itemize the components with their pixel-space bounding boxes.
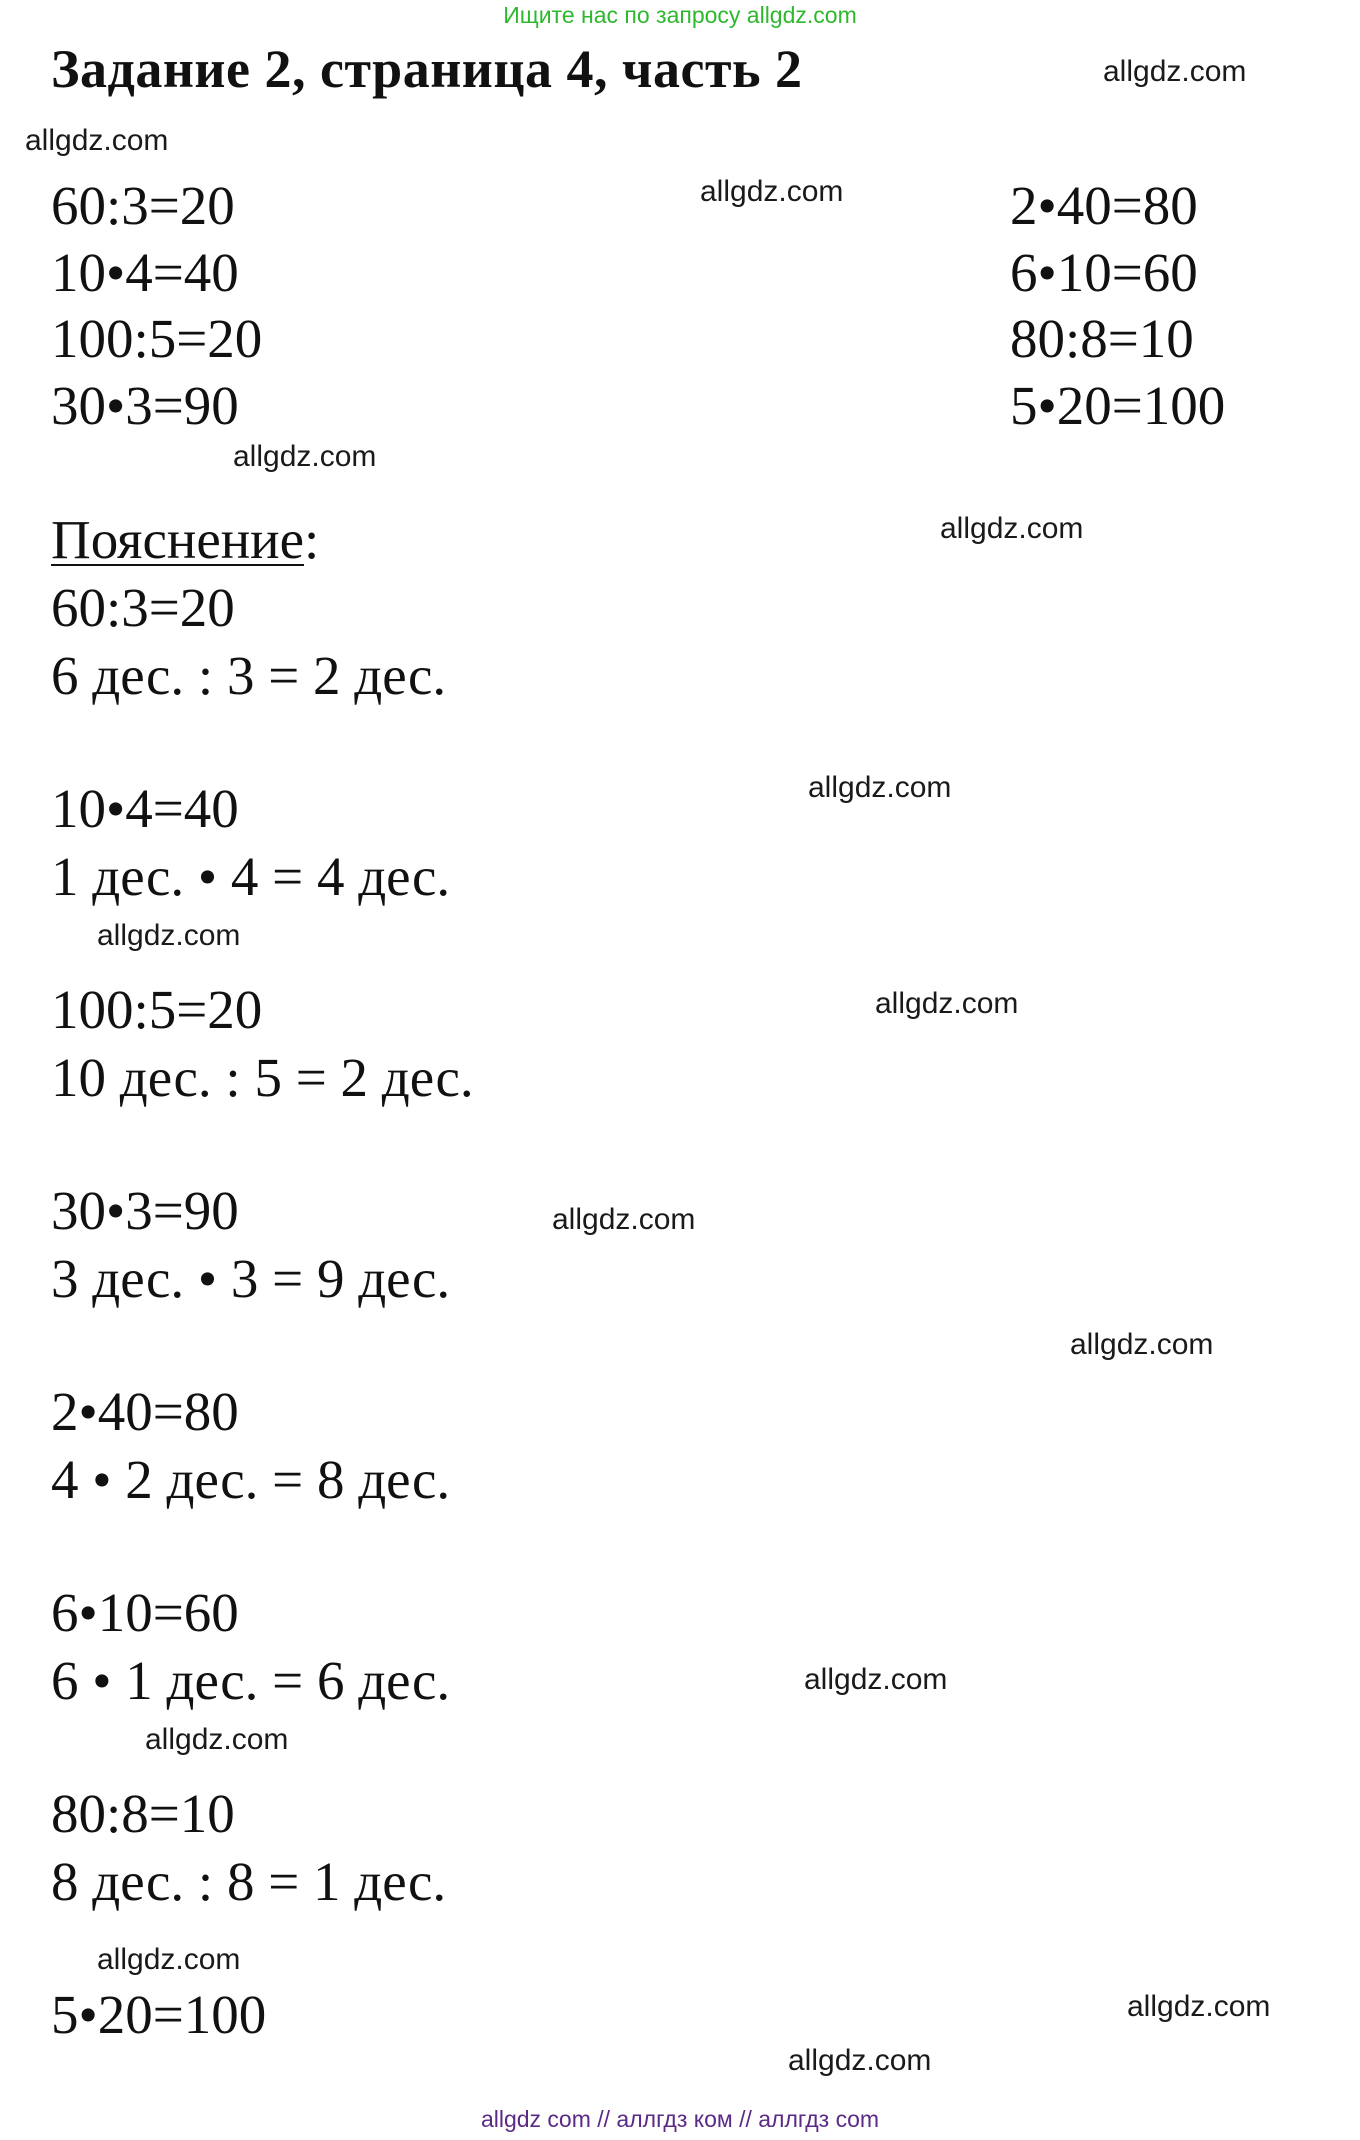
watermark: allgdz.com [1070, 1328, 1214, 1361]
footer-links[interactable]: allgdz com // аллгдз ком // аллгдз com [480, 2106, 880, 2132]
watermark: allgdz.com [804, 1663, 948, 1696]
explanation-expr: 6•10=60 [51, 1582, 239, 1643]
watermark: allgdz.com [552, 1203, 696, 1236]
page-title: Задание 2, страница 4, часть 2 [51, 39, 803, 99]
watermark: allgdz.com [940, 512, 1084, 545]
explanation-item [51, 1780, 446, 1916]
explanation-expr: 10•4=40 [51, 778, 239, 839]
watermark: allgdz.com [25, 124, 169, 157]
explanation-expr: 100:5=20 [51, 979, 263, 1040]
watermark: allgdz.com [808, 771, 952, 804]
explanation-item [51, 1579, 450, 1715]
explanation-item [51, 976, 474, 1112]
answer-line: 6•10=60 [1010, 241, 1198, 303]
explanation-item [51, 1981, 266, 2049]
explanation-heading [51, 508, 319, 571]
explanation-expr: 60:3=20 [51, 577, 235, 638]
explanation-expr: 2•40=80 [51, 1381, 239, 1442]
explanation-heading-text: Пояснение [51, 509, 305, 570]
watermark: allgdz.com [97, 1943, 241, 1976]
watermark: allgdz.com [700, 175, 844, 208]
watermark: allgdz.com [233, 440, 377, 473]
answer-line: 80:8=10 [1010, 308, 1194, 369]
explanation-expr: 5•20=100 [51, 1984, 267, 2045]
explanation-note: 6 • 1 дес. = 6 дес. [51, 1650, 451, 1711]
answers-left-column [51, 173, 262, 439]
answer-line: 60:3=20 [51, 175, 235, 236]
explanation-item [51, 1177, 450, 1313]
explanation-expr: 30•3=90 [51, 1180, 239, 1241]
answer-line: 2•40=80 [1010, 175, 1198, 236]
explanation-item [51, 1378, 450, 1514]
watermark: allgdz.com [788, 2044, 932, 2077]
watermark: allgdz.com [97, 919, 241, 952]
answer-line: 30•3=90 [51, 374, 239, 436]
watermark: allgdz.com [1127, 1990, 1271, 2023]
explanation-item [51, 775, 450, 911]
explanation-note: 8 дес. : 8 = 1 дес. [51, 1851, 447, 1912]
explanation-note: 6 дес. : 3 = 2 дес. [51, 645, 447, 706]
explanation-note: 10 дес. : 5 = 2 дес. [51, 1047, 474, 1108]
explanation-note: 3 дес. • 3 = 9 дес. [51, 1248, 451, 1309]
explanation-heading-colon: : [304, 509, 320, 570]
answers-right-column [1010, 173, 1225, 439]
watermark: allgdz.com [875, 987, 1019, 1020]
answer-line: 5•20=100 [1010, 374, 1226, 436]
explanation-note: 1 дес. • 4 = 4 дес. [51, 846, 451, 907]
watermark: allgdz.com [145, 1723, 289, 1756]
explanation-item [51, 574, 446, 710]
answer-line: 100:5=20 [51, 308, 263, 369]
explanation-expr: 80:8=10 [51, 1783, 235, 1844]
watermark: allgdz.com [1103, 55, 1247, 88]
top-banner-link[interactable]: Ищите нас по запросу allgdz.com [503, 2, 857, 28]
answer-line: 10•4=40 [51, 241, 239, 303]
explanation-note: 4 • 2 дес. = 8 дес. [51, 1449, 451, 1510]
